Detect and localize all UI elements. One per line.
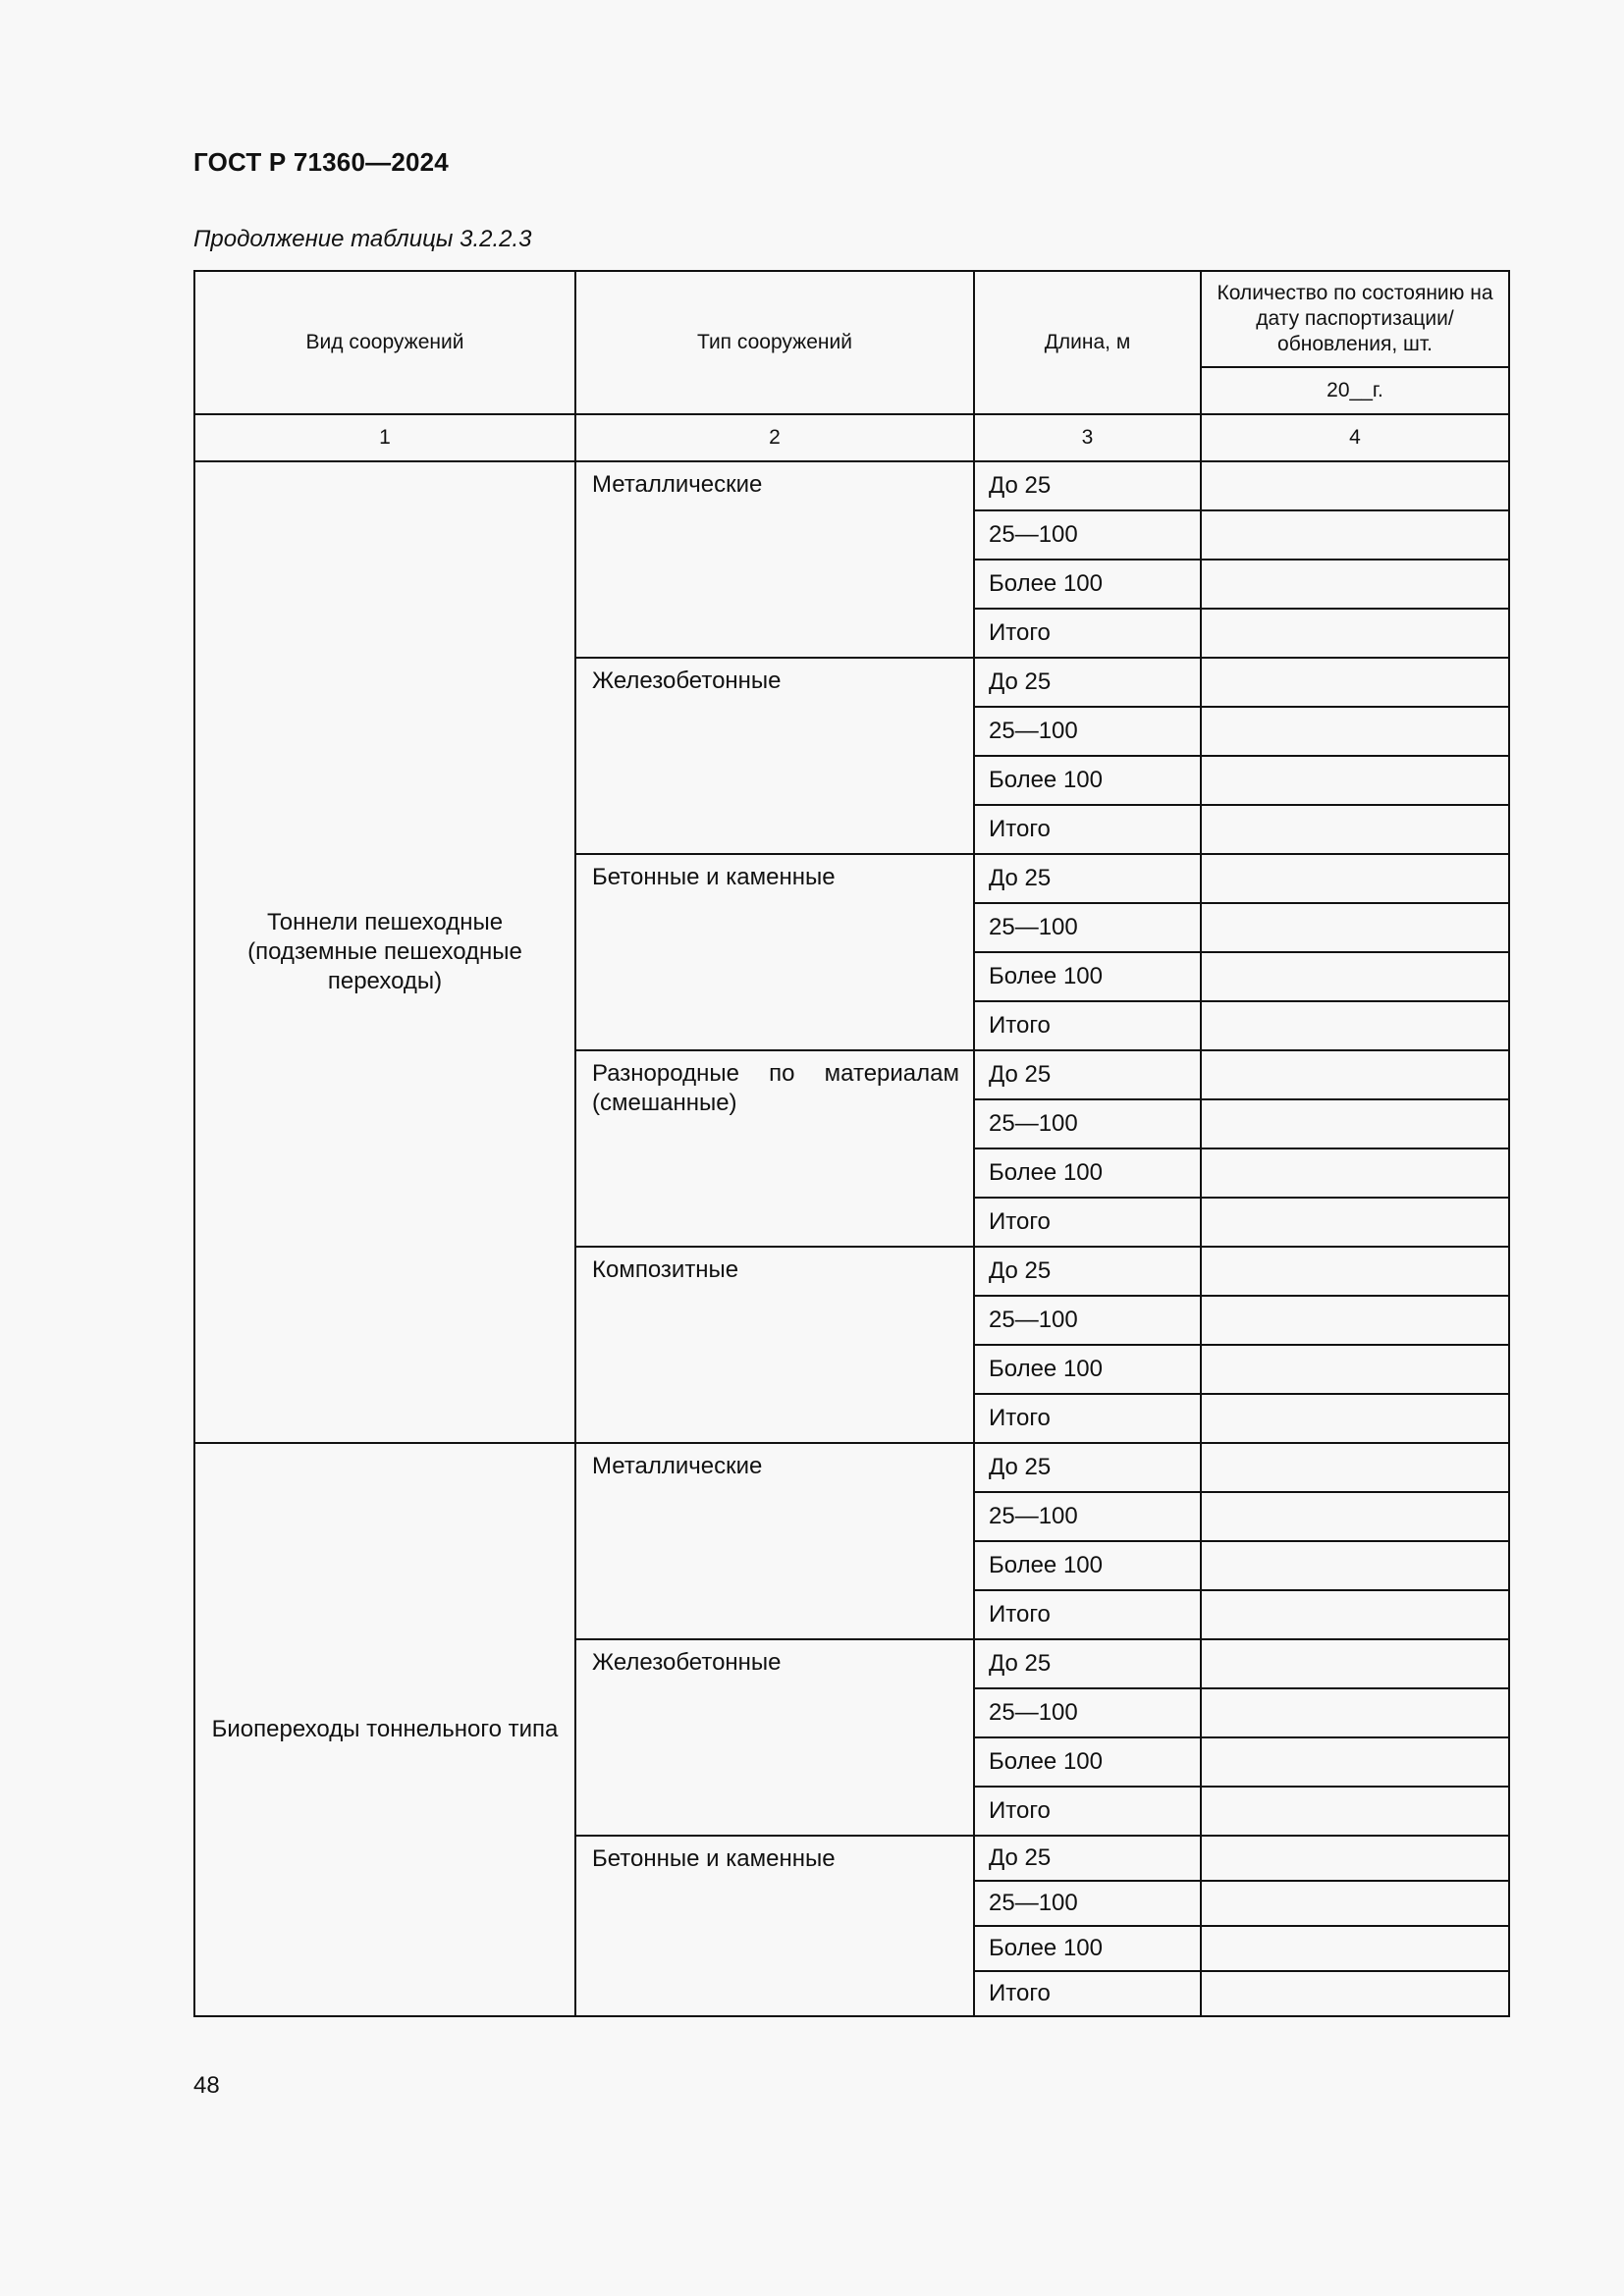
quantity-cell[interactable] <box>1201 1737 1509 1787</box>
length-range-cell: 25—100 <box>974 707 1201 756</box>
structure-kind-cell: Биопереходы тоннельного типа <box>194 1443 575 2016</box>
length-range-cell: До 25 <box>974 854 1201 903</box>
quantity-cell[interactable] <box>1201 1247 1509 1296</box>
structure-type-cell: Железобетонные <box>575 658 974 854</box>
document-code: ГОСТ Р 71360—2024 <box>193 147 449 177</box>
quantity-cell[interactable] <box>1201 1296 1509 1345</box>
length-range-cell: Итого <box>974 1198 1201 1247</box>
table-row <box>194 1443 1509 1492</box>
quantity-cell[interactable] <box>1201 1590 1509 1639</box>
table-row <box>194 461 1509 510</box>
length-range-cell: 25—100 <box>974 510 1201 560</box>
column-number: 1 <box>194 414 575 461</box>
quantity-cell[interactable] <box>1201 1443 1509 1492</box>
quantity-cell[interactable] <box>1201 756 1509 805</box>
quantity-cell[interactable] <box>1201 854 1509 903</box>
length-range-cell: До 25 <box>974 1247 1201 1296</box>
quantity-cell[interactable] <box>1201 1001 1509 1050</box>
quantity-cell[interactable] <box>1201 952 1509 1001</box>
column-number: 4 <box>1201 414 1509 461</box>
length-range-cell: До 25 <box>974 1050 1201 1099</box>
quantity-cell[interactable] <box>1201 1198 1509 1247</box>
length-range-cell: Более 100 <box>974 1541 1201 1590</box>
quantity-cell[interactable] <box>1201 1148 1509 1198</box>
quantity-cell[interactable] <box>1201 461 1509 510</box>
quantity-cell[interactable] <box>1201 707 1509 756</box>
quantity-cell[interactable] <box>1201 1926 1509 1971</box>
length-range-cell: 25—100 <box>974 903 1201 952</box>
structure-kind-cell: Тоннели пешеходные (подземные пешеходные переходы) <box>194 461 575 1443</box>
length-range-cell: Более 100 <box>974 1926 1201 1971</box>
header-vid: Вид сооружений <box>194 271 575 414</box>
quantity-cell[interactable] <box>1201 1394 1509 1443</box>
quantity-cell[interactable] <box>1201 1836 1509 1881</box>
quantity-cell[interactable] <box>1201 658 1509 707</box>
length-range-cell: До 25 <box>974 1639 1201 1688</box>
length-range-cell: Итого <box>974 805 1201 854</box>
quantity-cell[interactable] <box>1201 805 1509 854</box>
structure-type-cell: Разнородные по материалам (смешанные) <box>575 1050 974 1247</box>
quantity-cell[interactable] <box>1201 903 1509 952</box>
quantity-cell[interactable] <box>1201 1541 1509 1590</box>
length-range-cell: Итого <box>974 609 1201 658</box>
length-range-cell: До 25 <box>974 1443 1201 1492</box>
quantity-cell[interactable] <box>1201 1099 1509 1148</box>
structures-table <box>193 270 1510 2017</box>
length-range-cell: Итого <box>974 1001 1201 1050</box>
quantity-cell[interactable] <box>1201 1787 1509 1836</box>
length-range-cell: Итого <box>974 1971 1201 2016</box>
page-number: 48 <box>193 2072 220 2099</box>
length-range-cell: До 25 <box>974 1836 1201 1881</box>
length-range-cell: Более 100 <box>974 1737 1201 1787</box>
structure-type-cell: Железобетонные <box>575 1639 974 1836</box>
structure-type-cell: Бетонные и каменные <box>575 1836 974 2016</box>
length-range-cell: Итого <box>974 1394 1201 1443</box>
length-range-cell: 25—100 <box>974 1881 1201 1926</box>
structure-type-cell: Бетонные и каменные <box>575 854 974 1050</box>
length-range-cell: Более 100 <box>974 756 1201 805</box>
length-range-cell: 25—100 <box>974 1688 1201 1737</box>
length-range-cell: Более 100 <box>974 1345 1201 1394</box>
header-length: Длина, м <box>974 271 1201 414</box>
length-range-cell: Более 100 <box>974 952 1201 1001</box>
header-tip: Тип сооружений <box>575 271 974 414</box>
column-number: 3 <box>974 414 1201 461</box>
quantity-cell[interactable] <box>1201 560 1509 609</box>
length-range-cell: До 25 <box>974 461 1201 510</box>
quantity-cell[interactable] <box>1201 609 1509 658</box>
length-range-cell: Более 100 <box>974 1148 1201 1198</box>
quantity-cell[interactable] <box>1201 1688 1509 1737</box>
structure-type-cell: Металлические <box>575 461 974 658</box>
length-range-cell: Более 100 <box>974 560 1201 609</box>
length-range-cell: Итого <box>974 1787 1201 1836</box>
quantity-cell[interactable] <box>1201 510 1509 560</box>
length-range-cell: 25—100 <box>974 1492 1201 1541</box>
column-number: 2 <box>575 414 974 461</box>
length-range-cell: 25—100 <box>974 1296 1201 1345</box>
quantity-cell[interactable] <box>1201 1492 1509 1541</box>
header-quantity: Количество по состоянию на дату паспортизации/ обновления, шт. <box>1201 271 1509 367</box>
quantity-cell[interactable] <box>1201 1345 1509 1394</box>
header-year: 20__г. <box>1201 367 1509 414</box>
quantity-cell[interactable] <box>1201 1881 1509 1926</box>
table-caption: Продолжение таблицы 3.2.2.3 <box>193 226 532 252</box>
length-range-cell: 25—100 <box>974 1099 1201 1148</box>
length-range-cell: Итого <box>974 1590 1201 1639</box>
quantity-cell[interactable] <box>1201 1050 1509 1099</box>
length-range-cell: До 25 <box>974 658 1201 707</box>
structure-type-cell: Металлические <box>575 1443 974 1639</box>
quantity-cell[interactable] <box>1201 1971 1509 2016</box>
structure-type-cell: Композитные <box>575 1247 974 1443</box>
quantity-cell[interactable] <box>1201 1639 1509 1688</box>
